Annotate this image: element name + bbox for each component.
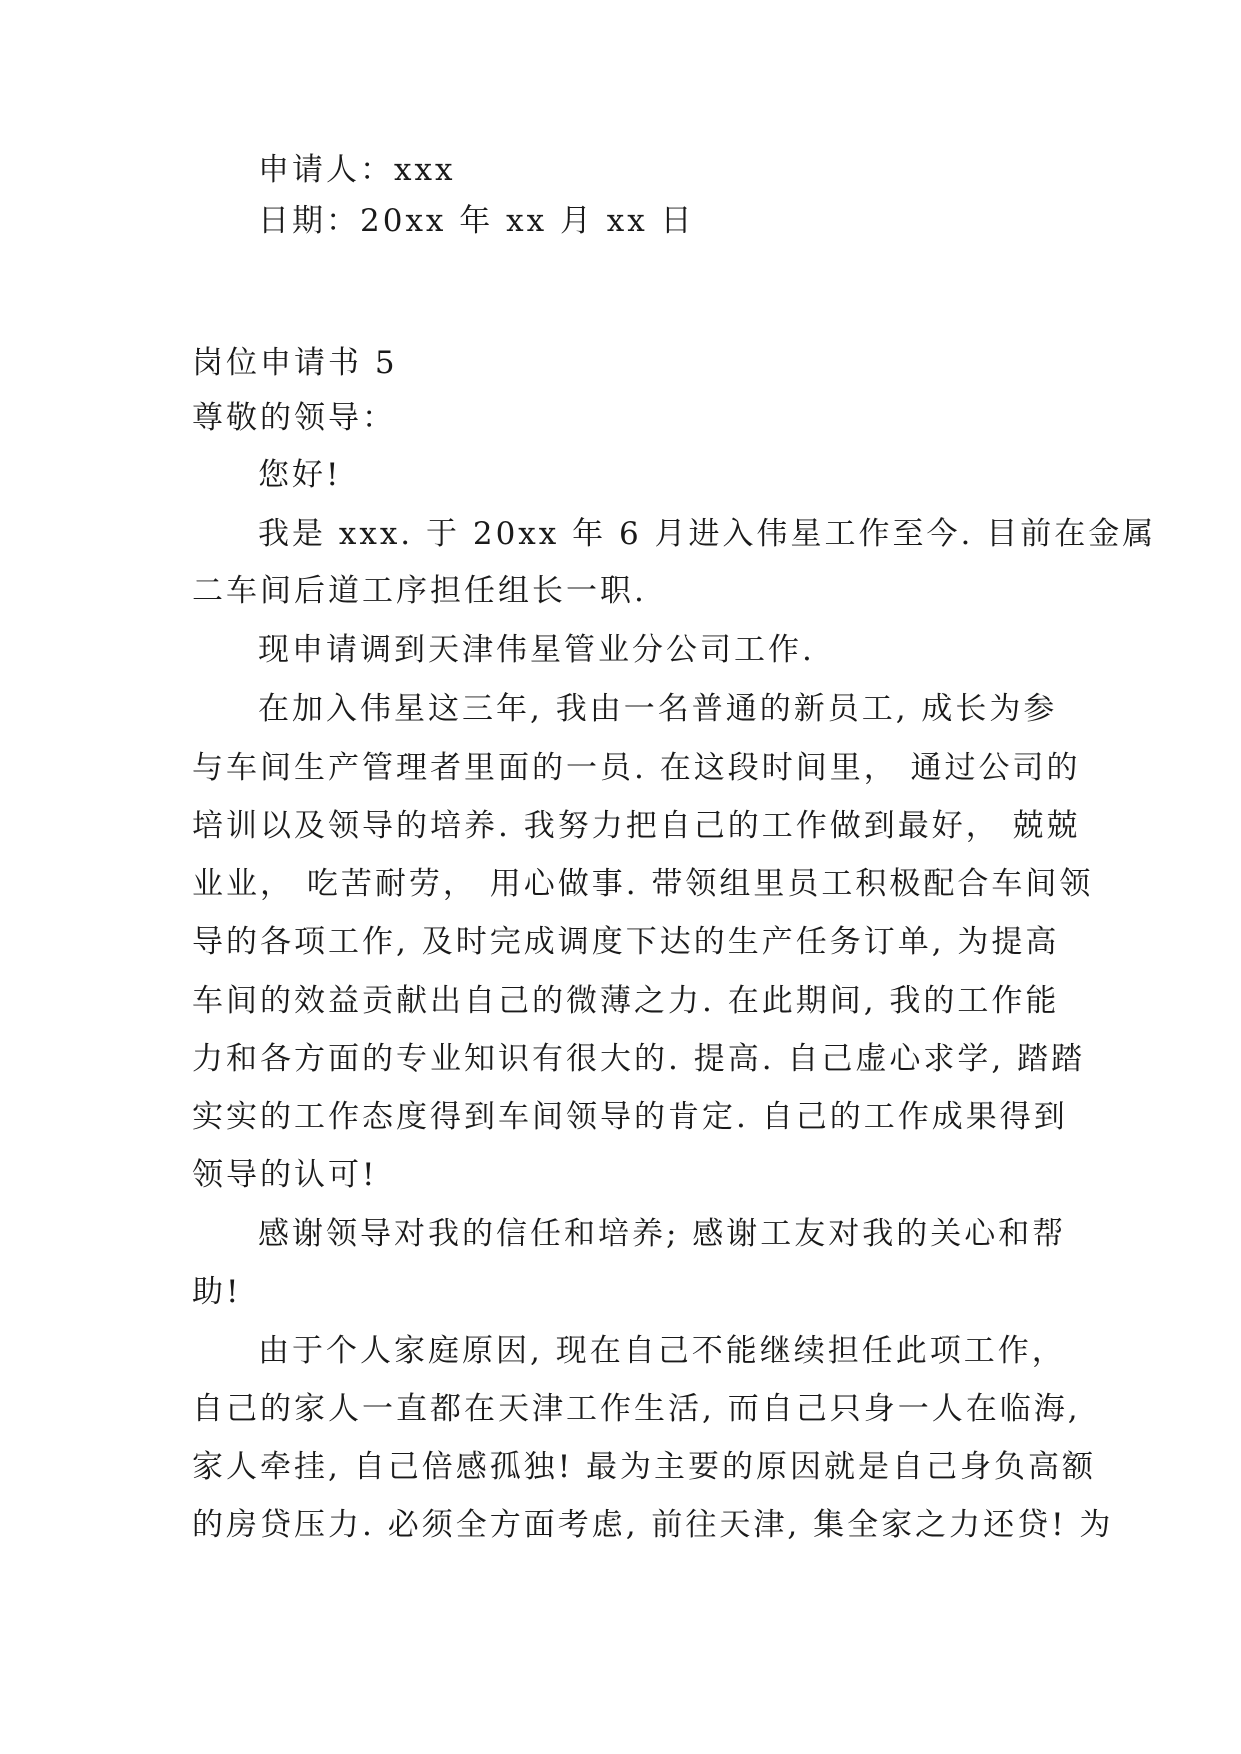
body-line: 的房贷压力. 必须全方面考虑, 前往天津, 集全家之力还贷! 为 bbox=[192, 1507, 1114, 1543]
body-line: 力和各方面的专业知识有很大的. 提高. 自己虚心求学, 踏踏 bbox=[192, 1041, 1086, 1077]
body-line: 培训以及领导的培养. 我努力把自己的工作做到最好， 兢兢 bbox=[192, 808, 1081, 844]
body-line: 业业， 吃苦耐劳， 用心做事. 带领组里员工积极配合车间领 bbox=[192, 866, 1094, 902]
body-line: 由于个人家庭原因, 现在自己不能继续担任此项工作， bbox=[258, 1333, 1066, 1369]
body-line: 现申请调到天津伟星管业分公司工作. bbox=[258, 632, 815, 668]
letter-title: 岗位申请书 5 bbox=[192, 345, 398, 381]
body-line: 家人牵挂, 自己倍感孤独! 最为主要的原因就是自己身负高额 bbox=[192, 1449, 1097, 1485]
body-line: 我是 xxx. 于 20xx 年 6 月进入伟星工作至今. 目前在金属 bbox=[258, 516, 1157, 552]
salutation: 尊敬的领导： bbox=[192, 400, 396, 436]
body-line: 导的各项工作, 及时完成调度下达的生产任务订单, 为提高 bbox=[192, 924, 1060, 960]
body-line: 车间的效益贡献出自己的微薄之力. 在此期间, 我的工作能 bbox=[192, 983, 1060, 1019]
body-line: 自己的家人一直都在天津工作生活, 而自己只身一人在临海, bbox=[192, 1391, 1081, 1427]
body-line: 领导的认可! bbox=[192, 1157, 378, 1193]
body-line: 在加入伟星这三年, 我由一名普通的新员工, 成长为参 bbox=[258, 691, 1058, 727]
body-line: 实实的工作态度得到车间领导的肯定. 自己的工作成果得到 bbox=[192, 1099, 1068, 1135]
body-line: 二车间后道工序担任组长一职. bbox=[192, 573, 647, 609]
body-line: 助! bbox=[192, 1274, 242, 1310]
body-line: 感谢领导对我的信任和培养; 感谢工友对我的关心和帮 bbox=[258, 1216, 1067, 1252]
body-line: 与车间生产管理者里面的一员. 在这段时间里， 通过公司的 bbox=[192, 750, 1081, 786]
applicant-line: 申请人：xxx bbox=[258, 152, 456, 188]
greeting: 您好! bbox=[258, 457, 342, 493]
date-line: 日期：20xx 年 xx 月 xx 日 bbox=[258, 203, 695, 239]
